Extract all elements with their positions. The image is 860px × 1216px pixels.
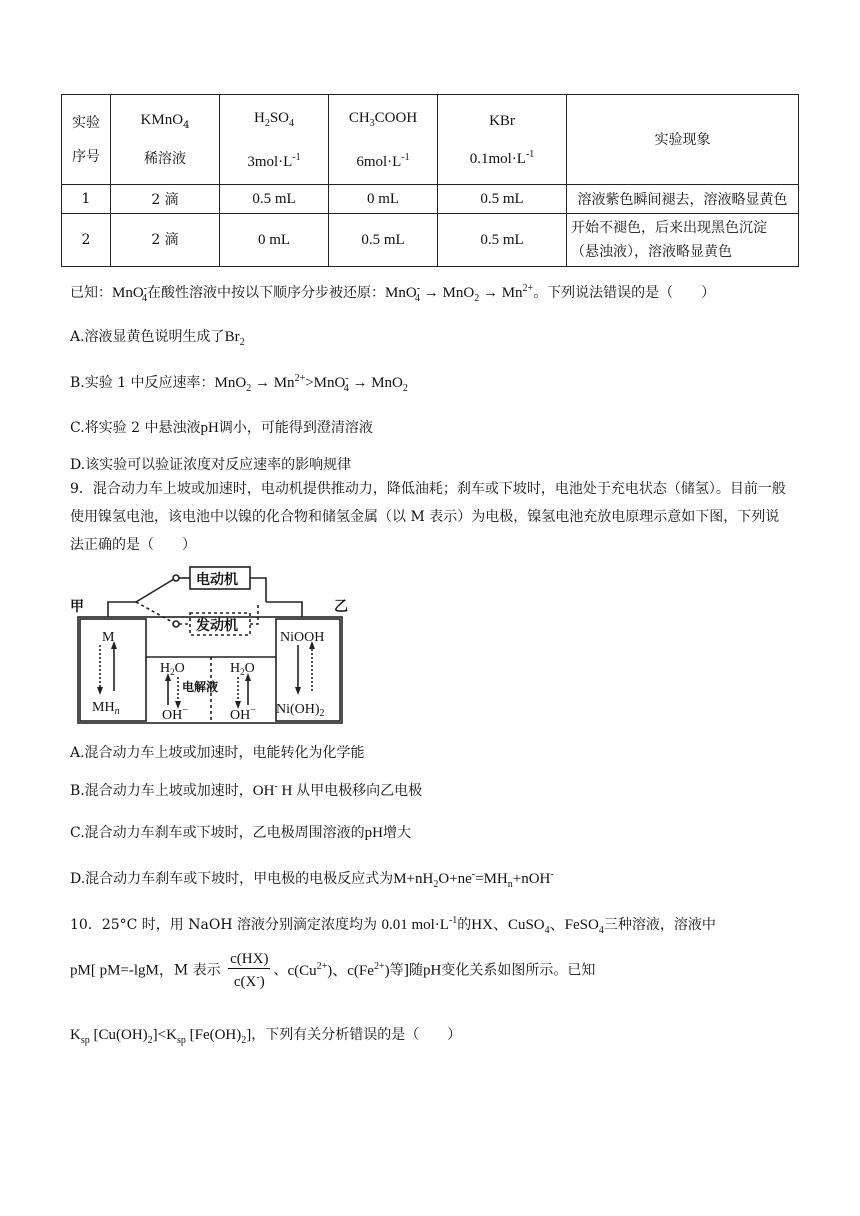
- header-h2so4: $H_2SO_4$ $3mol\cdot L^{-1}$: [220, 95, 329, 185]
- label-nioh2: $Ni(OH)_2$: [276, 702, 325, 719]
- cell-no: 1: [62, 185, 111, 214]
- label-jia: 甲: [70, 599, 84, 615]
- cell-h2so4: 0.5 mL: [220, 185, 329, 214]
- table-row: [62, 214, 799, 267]
- cell-h2so4: 0 mL: [220, 214, 329, 267]
- cell-kmno4: 2 滴: [111, 214, 220, 267]
- label-oh-right: OH−: [230, 705, 256, 723]
- label-oh-left: OH−: [162, 705, 188, 723]
- battery-diagram: [70, 565, 350, 725]
- q9-option-d: D.混合动力车刹车或下坡时，甲电极的电极反应式为$M+nH_2O+ne^-=MH_n+nOH^-$: [70, 869, 554, 890]
- label-engine: 发动机: [196, 618, 238, 634]
- q8-known-line: 已知：MnO-$_4$在酸性溶液中按以下顺序分步被还原：$MnO^-_4 \to MnO_2 \to Mn^{2+}$。下列说法错误的是（ ）: [70, 283, 716, 304]
- label-h2o-left: $H_2O$: [160, 661, 185, 677]
- q10-line-3: $K_{sp}$ $[Cu(OH)_2]<K_{sp}$ $[Fe(OH)_2]$，下列有关分析错误的是（ ）: [70, 1027, 462, 1046]
- q9-option-c: C.混合动力车刹车或下坡时，乙电极周围溶液的pH增大: [70, 825, 412, 841]
- label-mhn: $MH_n$: [92, 700, 120, 717]
- q8-option-c: C.将实验 2 中悬浊液pH调小，可能得到澄清溶液: [70, 420, 373, 436]
- cell-phenomenon: 开始不褪色，后来出现黑色沉淀 （悬浊液），溶液略显黄色: [567, 214, 799, 267]
- experiment-table: [61, 94, 799, 267]
- label-motor: 电动机: [196, 572, 238, 588]
- header-phenomenon: 实验现象: [567, 95, 799, 185]
- cell-ch3cooh: 0 mL: [329, 185, 438, 214]
- cell-kbr: 0.5 mL: [438, 214, 567, 267]
- cell-ch3cooh: 0.5 mL: [329, 214, 438, 267]
- header-ch3cooh: $CH_3COOH$ $6mol\cdot L^{-1}$: [329, 95, 438, 185]
- q8-option-a: A.溶液显黄色说明生成了$Br_2$: [70, 329, 245, 348]
- label-electrolyte: 电解液: [182, 680, 219, 694]
- cell-kmno4: 2 滴: [111, 185, 220, 214]
- label-yi: 乙: [334, 599, 348, 615]
- q9-stem: 9．混合动力车上坡或加速时，电动机提供推动力，降低油耗；刹车或下坡时，电池处于充电状态（储氢）。目前一般使用镍氢电池，该电池中以镍的化合物和储氢金属（以 M 表示）为电极，镍氢电池充放电原理示意如下图，下列说法正确的是（ ）: [70, 481, 786, 553]
- header-kbr: KBr $0.1mol\cdot L^{-1}$: [438, 95, 567, 185]
- label-m: M: [102, 630, 115, 645]
- q8-option-b: B.实验 1 中反应速率：$MnO_2 \to Mn^{2+}>MnO^-_4 \to MnO_2$: [70, 373, 408, 394]
- table-row: [62, 185, 799, 214]
- label-niooh: NiOOH: [280, 630, 325, 645]
- q9-option-b: B.混合动力车上坡或加速时，OH- H 从甲电极移向乙电极: [70, 781, 423, 799]
- header-serial: 实验序号: [62, 95, 111, 185]
- cell-kbr: 0.5 mL: [438, 185, 567, 214]
- label-h2o-right: $H_2O$: [230, 661, 255, 677]
- table-header-row: [62, 95, 799, 185]
- q9-option-a: A.混合动力车上坡或加速时，电能转化为化学能: [70, 745, 365, 761]
- q10-line-2: pM[ pM=-lgM，M 表示 $\frac{c(HX)}{c(X^-)}$ 、$c(Cu^{2+})$、$c(Fe^{2+})$等]随pH变化关系如图所示。已知: [70, 951, 596, 990]
- q10-line-1: 10．25°C 时，用 NaOH 溶液分别滴定浓度均为 0.01 $mol\cdot L^{-1}$的HX、CuSO$_4$、FeSO$_4$三种溶液，溶液中: [70, 915, 716, 936]
- cell-no: 2: [62, 214, 111, 267]
- q8-option-d: D.该实验可以验证浓度对反应速率的影响规律: [70, 457, 352, 473]
- header-kmno4: KMnO$_4$ 稀溶液: [111, 95, 220, 185]
- cell-phenomenon: 溶液紫色瞬间褪去，溶液略显黄色: [567, 185, 799, 214]
